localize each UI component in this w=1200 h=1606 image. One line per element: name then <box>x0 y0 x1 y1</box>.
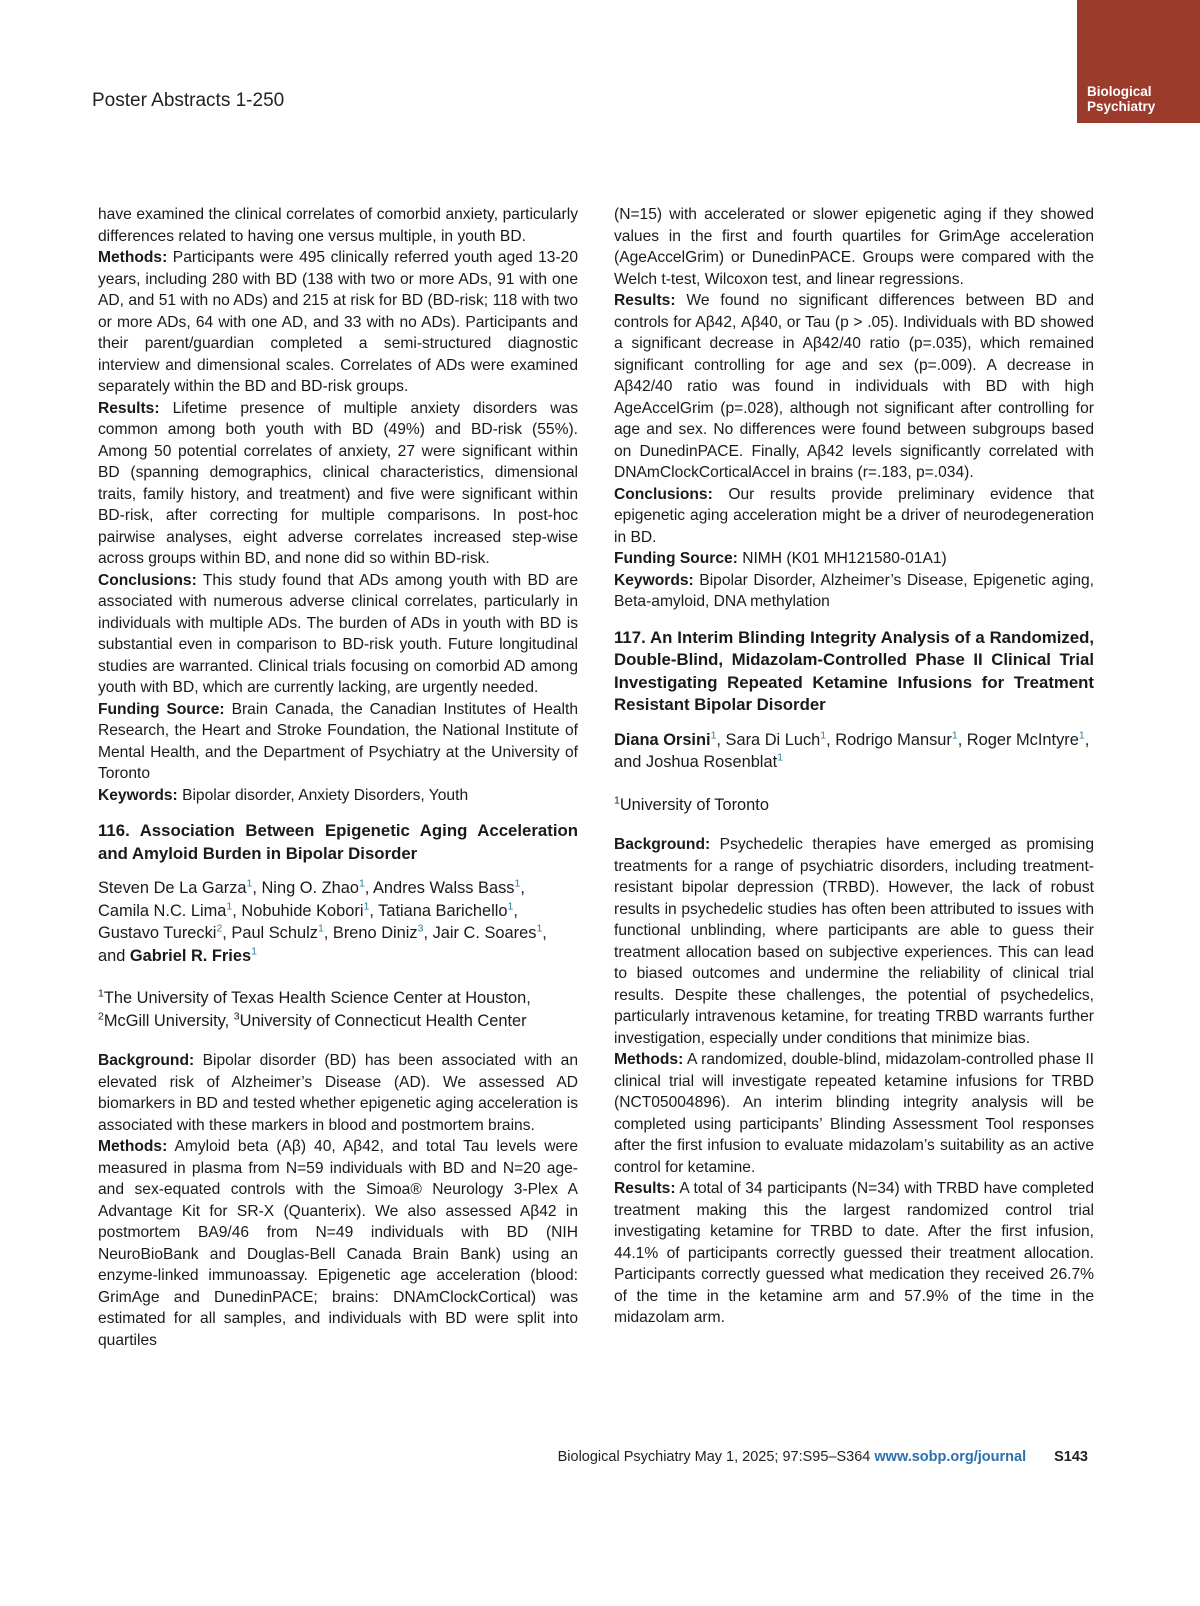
journal-website-link[interactable]: www.sobp.org/journal <box>874 1449 1027 1465</box>
author-name: Joshua Rosenblat <box>645 753 778 771</box>
right-column <box>614 204 1094 1329</box>
section-label: Keywords: <box>98 786 178 804</box>
author-separator: , <box>252 879 262 897</box>
abstract-115-results <box>98 398 578 570</box>
affiliation-marker: 1 <box>536 922 543 935</box>
affiliation-marker: 2 <box>216 922 223 935</box>
abstract-116-funding <box>614 548 1094 570</box>
affiliation-marker: 1 <box>317 922 324 935</box>
abstract-115-keywords <box>98 785 578 807</box>
affiliation-marker: 3 <box>417 922 424 935</box>
abstract-115-conclusions <box>98 570 578 699</box>
author-separator: , <box>423 924 433 942</box>
abstract-117-results <box>614 1178 1094 1329</box>
affiliation-text: The University of Texas Health Science Center at Houston, <box>103 989 531 1007</box>
affiliation-marker: 1 <box>1078 729 1085 742</box>
affiliation-marker: 1 <box>358 877 365 890</box>
author-separator: , <box>716 730 726 749</box>
affiliation-marker: 1 <box>363 900 370 913</box>
author-name: Ning O. Zhao <box>261 879 359 897</box>
section-label: Methods: <box>98 249 168 266</box>
abstract-117-methods <box>614 1049 1094 1178</box>
abstract-117-authors <box>614 729 1094 774</box>
affiliation-text: University of Toronto <box>619 795 769 814</box>
author-name: Rodrigo Mansur <box>835 730 952 749</box>
section-label: Methods: <box>98 1138 168 1155</box>
author-name: Paul Schulz <box>231 924 318 942</box>
author-name: Gabriel R. Fries <box>129 946 252 965</box>
left-column <box>98 204 578 1351</box>
affiliation-marker: 2 <box>98 1010 104 1023</box>
abstract-115-intro: have examined the clinical correlates of comorbid anxiety, particularly differences related to having one versus multiple, in youth BD. <box>98 206 578 245</box>
author-separator: , <box>957 730 967 749</box>
abstract-116-background <box>98 1050 578 1136</box>
author-name: Andres Walss Bass <box>373 879 515 897</box>
author-separator: , <box>323 924 333 942</box>
author-name: Sara Di Luch <box>725 730 821 749</box>
affiliation-marker: 1 <box>98 987 104 1000</box>
affiliation-marker: 1 <box>251 945 257 958</box>
abstract-115-methods <box>98 247 578 398</box>
section-text: Participants were 495 clinically referred youth aged 13-20 years, including 280 with BD (138 with two or more ADs, 91 with one AD, and 51 with no ADs) and 215 at risk for BD (BD-risk; 118 with two or more ADs, 64 with one AD, and 33 with no ADs). Participants and their parent/guardian completed a semi-structured diagnostic interview and dimensional scales. Correlates of ADs were examined separately within the BD and BD-risk groups. <box>98 249 578 395</box>
section-text: Lifetime presence of multiple anxiety disorders was common among both youth with BD (49%) and BD-risk (55%). Among 50 potential correlates of anxiety, 27 were significant within BD (spanning demographics, clinical characteristics, dimensional traits, family history, and treatment) and five were significant within BD-risk, after correcting for multiple comparisons. In post-hoc pairwise analyses, eight adverse correlates increased step-wise across groups within BD, and none did so within BD-risk. <box>98 399 578 567</box>
section-text: NIMH (K01 MH121580-01A1) <box>737 550 947 567</box>
author-separator: , <box>826 730 836 749</box>
section-text: Amyloid beta (Aβ) 40, Aβ42, and total Tau levels were measured in plasma from N=59 individuals with BD and N=20 age- and sex-equated controls with the Simoa® Neurology 3-Plex A Advantage Kit for SR-X (Quanterix). We also assessed Aβ42 in postmortem BA9/46 from N=49 individuals with BD (NIH NeuroBioBank and Douglas-Bell Canada Brain Bank) using an enzyme-linked immunoassay. Epigenetic age acceleration (blood: GrimAge and DunedinPACE; brains: DNAmClockCortical) was estimated for all samples, and individuals with BD were split into quartiles <box>98 1138 578 1349</box>
affiliation-marker: 1 <box>951 729 958 742</box>
abstract-117-affiliations <box>614 794 1094 817</box>
affiliation-marker: 1 <box>246 877 253 890</box>
author-name: Diana Orsini <box>614 730 711 749</box>
journal-logo-badge <box>1077 0 1200 123</box>
author-name: Gustavo Turecki <box>98 924 217 942</box>
abstract-116-methods <box>98 1136 578 1351</box>
section-text: We found no significant differences between BD and controls for Aβ42, Aβ40, or Tau (p > .05). Individuals with BD showed a significant decrease in Aβ42/40 ratio (p=.035), which remained significant controlling for age and sex (p=.009). A decrease in Aβ42/40 ratio was found in individuals with BD with high AgeAccelGrim (p=.028), although not significant after controlling for age and sex. No differences were found between subgroups based on DunedinPACE. Finally, Aβ42 levels significantly correlated with DNAmClockCorticalAccel in brains (r=.183, p=.034). <box>614 292 1094 481</box>
author-separator: , <box>513 901 518 920</box>
section-label: Methods: <box>614 1051 684 1068</box>
abstract-116-methods-continued: (N=15) with accelerated or slower epigenetic aging if they showed values in the first and fourth quartiles for GrimAge acceleration (AgeAccelGrim) or DunedinPACE. Groups were compared with the Welch t-test, Wilcoxon test, and linear regressions. <box>614 206 1094 288</box>
abstract-116-results <box>614 290 1094 484</box>
page-footer <box>558 1449 1088 1465</box>
section-label: Funding Source: <box>98 700 225 718</box>
section-label: Conclusions: <box>98 571 197 589</box>
abstract-115-funding <box>98 699 578 785</box>
section-text: Bipolar disorder (BD) has been associated with an elevated risk of Alzheimer’s Disease (AD). We assessed AD biomarkers in BD and tested whether epigenetic aging acceleration is associated with these markers in blood and postmortem brains. <box>98 1052 578 1134</box>
section-text: This study found that ADs among youth with BD are associated with numerous adverse clinical correlates, particularly in individuals with multiple ADs. The burden of ADs in youth with BD is substantial even in comparison to BD-risk youth. Future longitudinal studies are warranted. Clinical trials focusing on comorbid AD among youth with BD, which are currently lacking, are urgently needed. <box>98 571 578 696</box>
section-label: Background: <box>614 836 711 853</box>
abstract-116-affiliations <box>98 987 578 1032</box>
affiliation-text: McGill University, <box>103 1011 234 1030</box>
section-label: Background: <box>98 1052 195 1069</box>
affiliation-marker: 1 <box>507 900 514 913</box>
section-text: Bipolar disorder, Anxiety Disorders, Youth <box>177 786 469 804</box>
affiliation-text: University of Connecticut Health Center <box>239 1011 527 1030</box>
affiliation-marker: 1 <box>710 729 717 742</box>
section-label: Results: <box>98 399 160 417</box>
section-label: Conclusions: <box>614 485 713 503</box>
section-text: Bipolar Disorder, Alzheimer’s Disease, Epigenetic aging, Beta-amyloid, DNA methylation <box>614 571 1094 610</box>
abstract-117-background <box>614 834 1094 1049</box>
author-name: Camila N.C. Lima <box>98 901 227 920</box>
abstract-116-keywords <box>614 570 1094 613</box>
author-separator: , <box>232 901 242 920</box>
author-separator: , <box>364 879 373 897</box>
section-text: A randomized, double-blind, midazolam-controlled phase II clinical trial will investigate repeated ketamine infusions for TRBD (NCT05004896). An interim blinding integrity analysis will be completed using participants’ Blinding Assessment Tool responses after the first infusion to evaluate midazolam’s suitability as an active control for ketamine. <box>614 1051 1094 1176</box>
abstract-117-title: 117. An Interim Blinding Integrity Analysis of a Randomized, Double-Blind, Midazolam-Controlled Phase II Clinical Trial Investigating Repeated Ketamine Infusions for Treatment Resistant Bipolar Disorder <box>614 627 1094 714</box>
author-separator: , <box>520 879 525 897</box>
section-label: Funding Source: <box>614 550 738 567</box>
abstract-116-title: 116. Association Between Epigenetic Aging Acceleration and Amyloid Burden in Bipolar Disorder <box>98 821 578 863</box>
affiliation-marker: 1 <box>514 877 521 890</box>
section-label: Keywords: <box>614 571 694 589</box>
author-name: Steven De La Garza <box>98 879 247 897</box>
page-number: S143 <box>1054 1449 1088 1465</box>
author-name: Roger McIntyre <box>966 730 1079 749</box>
author-separator: , and <box>614 730 1090 771</box>
author-separator: , <box>222 924 232 942</box>
author-separator: , and <box>98 924 547 965</box>
running-header: Poster Abstracts 1-250 <box>92 90 285 111</box>
footer-citation: Biological Psychiatry May 1, 2025; 97:S95–S364 <box>557 1449 875 1465</box>
author-name: Tatiana Barichello <box>378 901 508 920</box>
section-label: Results: <box>614 1180 676 1197</box>
author-name: Breno Diniz <box>332 924 418 942</box>
section-label: Results: <box>614 292 676 309</box>
author-name: Jair C. Soares <box>432 924 537 942</box>
affiliation-marker: 1 <box>226 900 233 913</box>
section-text: Psychedelic therapies have emerged as promising treatments for a range of psychiatric disorders, including treatment-resistant bipolar depression (TRBD). However, the lack of robust results in psychedelic studies has often been attributed to issues with functional unblinding, where participants are able to guess their treatment allocation based on subjective experiences. This can lead to biased outcomes and undermine the reliability of clinical trial results. Despite these challenges, the potential of psychedelics, particularly intravenous ketamine, for treating TRBD warrants further investigation, especially under conditions that minimize bias. <box>614 836 1094 1047</box>
section-text: Our results provide preliminary evidence that epigenetic aging acceleration might be a driver of neurodegeneration in BD. <box>614 485 1094 546</box>
affiliation-marker: 1 <box>614 794 620 807</box>
affiliation-marker: 1 <box>820 729 827 742</box>
section-text: A total of 34 participants (N=34) with TRBD have completed treatment making this the largest randomized control trial investigating ketamine for TRBD to date. After the first infusion, 44.1% of participants correctly guessed their treatment allocation. Participants correctly guessed what medication they received 26.7% of the time in the ketamine arm and 57.9% of the time in the midazolam arm. <box>614 1180 1094 1326</box>
section-text: Brain Canada, the Canadian Institutes of Health Research, the Heart and Stroke Foundation, the National Institute of Mental Health, and the Department of Psychiatry at the University of Toronto <box>98 700 578 782</box>
abstract-116-conclusions <box>614 484 1094 549</box>
affiliation-marker: 3 <box>233 1010 240 1023</box>
abstract-116-authors <box>98 877 578 967</box>
affiliation-marker: 1 <box>777 751 783 764</box>
journal-name-line2: Psychiatry <box>1087 99 1156 114</box>
author-name: Nobuhide Kobori <box>241 901 364 920</box>
author-separator: , <box>369 901 379 920</box>
journal-name-line1: Biological <box>1087 84 1152 99</box>
